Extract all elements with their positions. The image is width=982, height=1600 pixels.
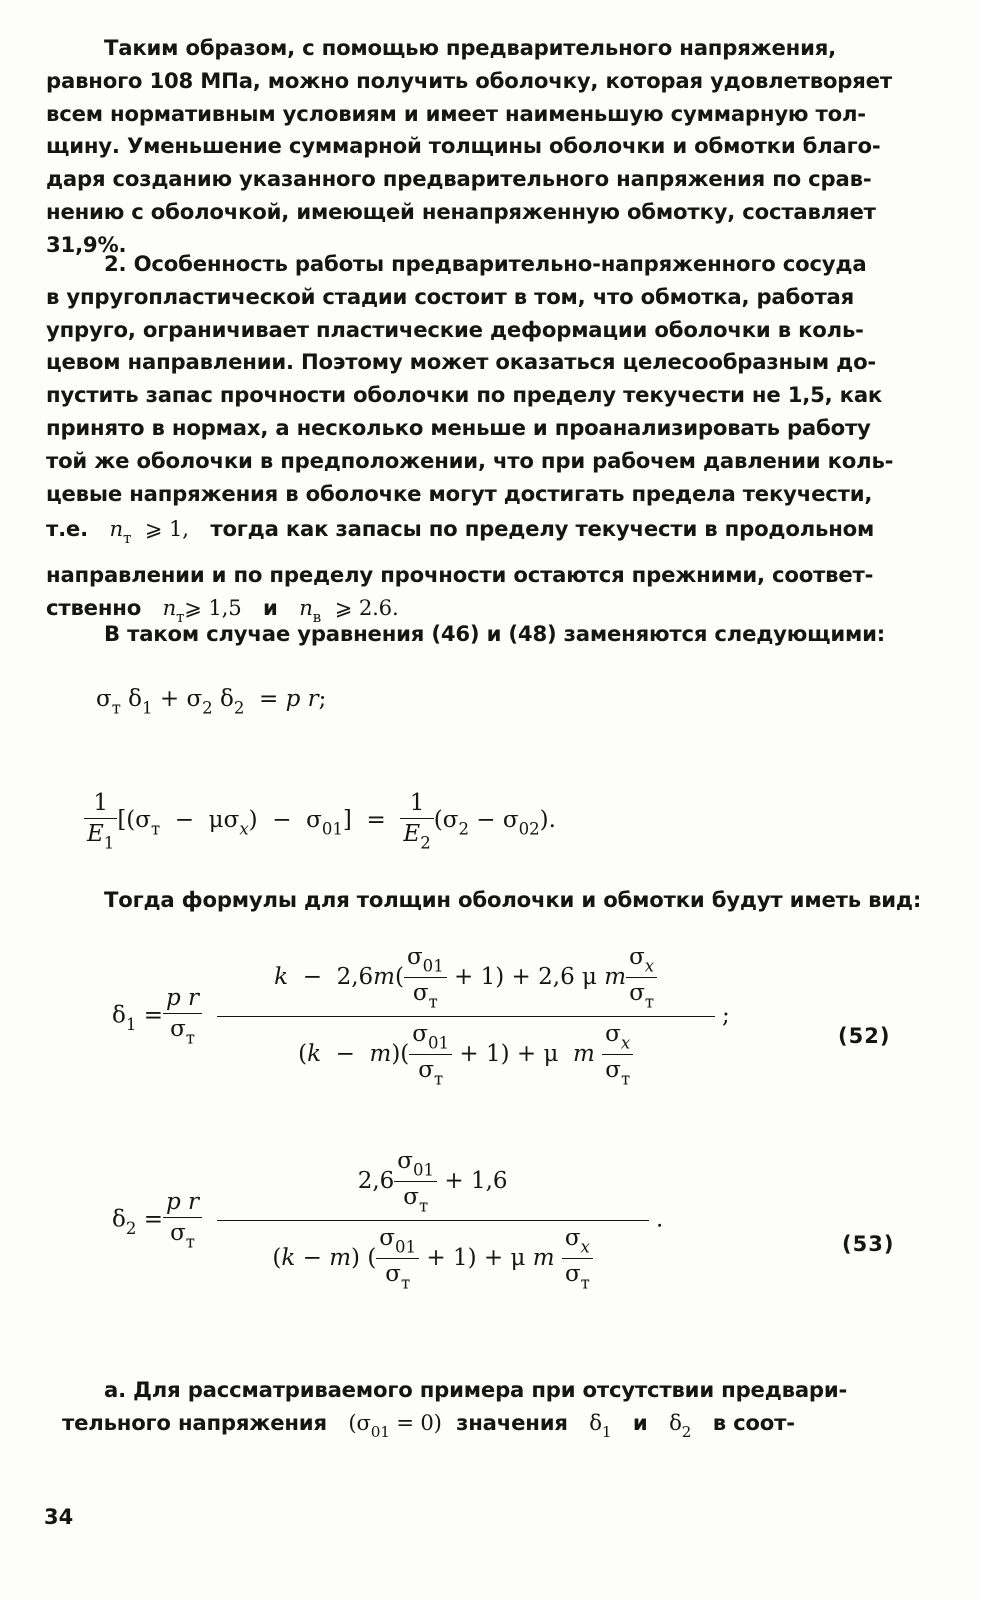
formula-delta-1: $\delta_1$ = $\frac{\text{p r}}{\sigma_т}$ k − 2,6m( $\frac{\sigma_{01}}{\sigma_т}$ + 1) + 2,6 μ m $\frac{\sigma_x}{\sigma_т}$ (k − m)( $\frac{\sigma_{01}}{\sigma_т}$ + 1) + μ m $\frac{\sigma_x}{\sigma_т}$ ; [112, 944, 730, 1089]
equation-number: (52) [838, 1024, 891, 1048]
inline-formula: ⩾ 1,5 [184, 595, 242, 621]
paragraph-4 [46, 884, 922, 917]
text-line: Тогда формулы для толщин оболочки и обмотки будут иметь вид: [104, 887, 922, 912]
text-fragment: т.е. [46, 516, 88, 542]
inline-formula: $\delta_1$ [589, 1409, 612, 1441]
equation-number: (53) [842, 1232, 895, 1256]
text-line: упруго, ограничивает пластические деформации оболочки в коль- [46, 316, 864, 342]
text-line: всем нормативным условиям и имеет наименьшую суммарную тол- [46, 100, 866, 126]
compatibility-equation: $\frac{1}{E_1}$ $[(\sigma_т - \mu\sigma_x) - \sigma_{01}]$ = $\frac{1}{E_2}$ $(\sigma_2 - \sigma_{02})$. [84, 790, 556, 852]
text-line: нению с оболочкой, имеющей ненапряженную обмотку, составляет [46, 198, 876, 224]
text-line: принято в нормах, а несколько меньше и проанализировать работу [46, 414, 871, 440]
text-line: а. Для рассматриваемого примера при отсутствии предвари- [104, 1377, 848, 1402]
text-line: направлении и по пределу прочности остаются прежними, соответ- [46, 562, 874, 588]
text-line: даря созданию указанного предварительного напряжения по срав- [46, 166, 872, 192]
text-line: цевом направлении. Поэтому может оказаться целесообразным до- [46, 349, 877, 375]
inline-formula: $n_т$ [162, 595, 185, 626]
text-line: в упругопластической стадии состоит в том, что обмотка, работая [46, 283, 855, 309]
text-line: Таким образом, с помощью предварительного напряжения, [104, 35, 836, 60]
text-line: 31,9%. [46, 231, 127, 257]
paragraph-1 [46, 32, 908, 262]
text-line: пустить запас прочности оболочки по пределу текучести не 1,5, как [46, 382, 883, 408]
inline-formula: $n_т$ [109, 516, 132, 548]
paragraph-2 [46, 248, 908, 634]
page-number: 34 [44, 1505, 74, 1529]
text-line: В таком случае уравнения (46) и (48) заменяются следующими: [104, 621, 886, 646]
text-fragment: тельного напряжения [62, 1409, 327, 1435]
inline-formula: $\delta_2$ [669, 1409, 692, 1441]
formula-delta-2: $\delta_2$ = $\frac{\text{p r}}{\sigma_т}$ 2,6 $\frac{\sigma_{01}}{\sigma_т}$ + 1,6 (k − m) ( $\frac{\sigma_{01}}{\sigma_т}$ + 1) + μ m $\frac{\sigma_x}{\sigma_т}$ . [112, 1148, 664, 1293]
text-line: равного 108 МПа, можно получить оболочку, которая удовлетворяет [46, 67, 892, 93]
text-fragment: значения [456, 1409, 568, 1435]
text-line: той же оболочки в предположении, что при рабочем давлении коль- [46, 447, 894, 473]
text-fragment: и [263, 595, 278, 621]
text-fragment: в соот- [712, 1409, 795, 1435]
text-fragment: и [632, 1409, 648, 1435]
paragraph-3 [46, 618, 908, 651]
text-line: щину. Уменьшение суммарной толщины оболочки и обмотки благо- [46, 133, 881, 159]
text-fragment: тогда как запасы по пределу текучести в продольном [210, 516, 875, 542]
text-fragment: ственно [46, 595, 142, 621]
inline-formula: ⩾ 1, [138, 516, 189, 542]
equilibrium-equation: $\sigma_т$ $\delta_1 + \sigma_2$ $\delta_2 = p$ r; [96, 686, 327, 718]
paragraph-5 [46, 1374, 908, 1448]
inline-formula: $(\sigma_{01} = 0)$ [348, 1409, 442, 1441]
text-line [46, 510, 908, 557]
text-line [46, 1407, 908, 1449]
inline-formula: $n_в$ [299, 595, 322, 626]
inline-formula: ⩾ 2.6. [328, 595, 399, 621]
text-line: 2. Особенность работы предварительно-напряженного сосуда [104, 251, 867, 276]
text-line: цевые напряжения в оболочке могут достигать предела текучести, [46, 480, 873, 506]
